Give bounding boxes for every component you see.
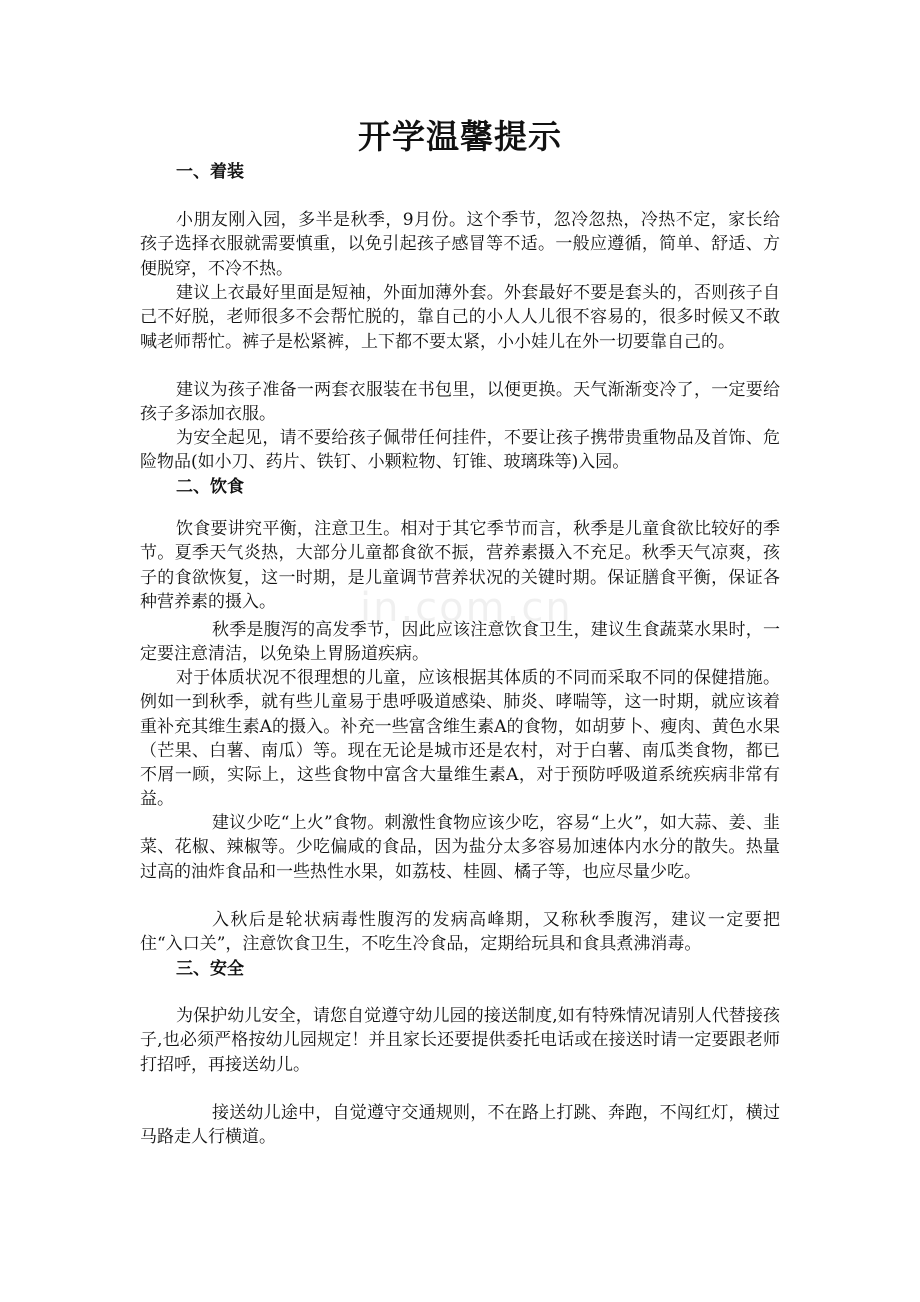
- paragraph: 为安全起见，请不要给孩子佩带任何挂件，不要让孩子携带贵重物品及首饰、危险物品(如小刀、药片、铁钉、小颗粒物、钉锥、玻璃珠等)入园。: [140, 428, 780, 473]
- paragraph: 秋季是腹泻的高发季节，因此应该注意饮食卫生，建议生食蔬菜水果时，一定要注意清洁，以免染上胃肠道疾病。: [140, 620, 780, 665]
- section-heading-safety: 三、安全: [176, 959, 244, 979]
- page-title: 开学温馨提示: [358, 117, 562, 156]
- paragraph: 建议为孩子准备一两套衣服装在书包里，以便更换。天气渐渐变冷了，一定要给孩子多添加衣服。: [140, 380, 780, 425]
- paragraph: 建议少吃“上火”食物。刺激性食物应该少吃，容易“上火”，如大蒜、姜、韭菜、花椒、辣椒等。少吃偏咸的食品，因为盐分太多容易加速体内水分的散失。热量过高的油炸食品和一些热性水果，如荔枝、桂圆、橘子等，也应尽量少吃。: [140, 813, 780, 882]
- section-heading-diet: 二、饮食: [176, 477, 244, 497]
- section-heading-clothing: 一、着装: [176, 162, 244, 182]
- paragraph: 对于体质状况不很理想的儿童，应该根据其体质的不同而采取不同的保健措施。例如一到秋季，就有些儿童易于患呼吸道感染、肺炎、哮喘等，这一时期，就应该着重补充其维生素A的摄入。补充一些富含维生素A的食物，如胡萝卜、瘦肉、黄色水果（芒果、白薯、南瓜）等。现在无论是城市还是农村，对于白薯、南瓜类食物，都已不屑一顾，实际上，这些食物中富含大量维生素A，对于预防呼吸道系统疾病非常有益。: [140, 668, 780, 810]
- paragraph: 入秋后是轮状病毒性腹泻的发病高峰期，又称秋季腹泻，建议一定要把住“入口关”，注意饮食卫生，不吃生冷食品，定期给玩具和食具煮沸消毒。: [140, 910, 780, 955]
- paragraph: 饮食要讲究平衡，注意卫生。相对于其它季节而言，秋季是儿童食欲比较好的季节。夏季天气炎热，大部分儿童都食欲不振，营养素摄入不充足。秋季天气凉爽，孩子的食欲恢复，这一时期，是儿童调节营养状况的关键时期。保证膳食平衡，保证各种营养素的摄入。: [140, 519, 780, 612]
- paragraph: 小朋友刚入园，多半是秋季，9月份。这个季节，忽冷忽热，冷热不定，家长给孩子选择衣服就需要慎重，以免引起孩子感冒等不适。一般应遵循，简单、舒适、方便脱穿，不冷不热。: [140, 210, 780, 279]
- paragraph: 接送幼儿途中，自觉遵守交通规则，不在路上打跳、奔跑，不闯红灯，横过马路走人行横道。: [140, 1103, 780, 1148]
- watermark: in.com.cn: [360, 585, 573, 631]
- paragraph: 建议上衣最好里面是短袖，外面加薄外套。外套最好不要是套头的，否则孩子自己不好脱，老师很多不会帮忙脱的，靠自己的小人人儿很不容易的，很多时候又不敢喊老师帮忙。裤子是松紧裤，上下都不要太紧，小小娃儿在外一切要靠自己的。: [140, 283, 780, 352]
- paragraph: 为保护幼儿安全，请您自觉遵守幼儿园的接送制度,如有特殊情况请别人代替接孩子,也必须严格按幼儿园规定！并且家长还要提供委托电话或在接送时请一定要跟老师打招呼，再接送幼儿。: [140, 1006, 780, 1075]
